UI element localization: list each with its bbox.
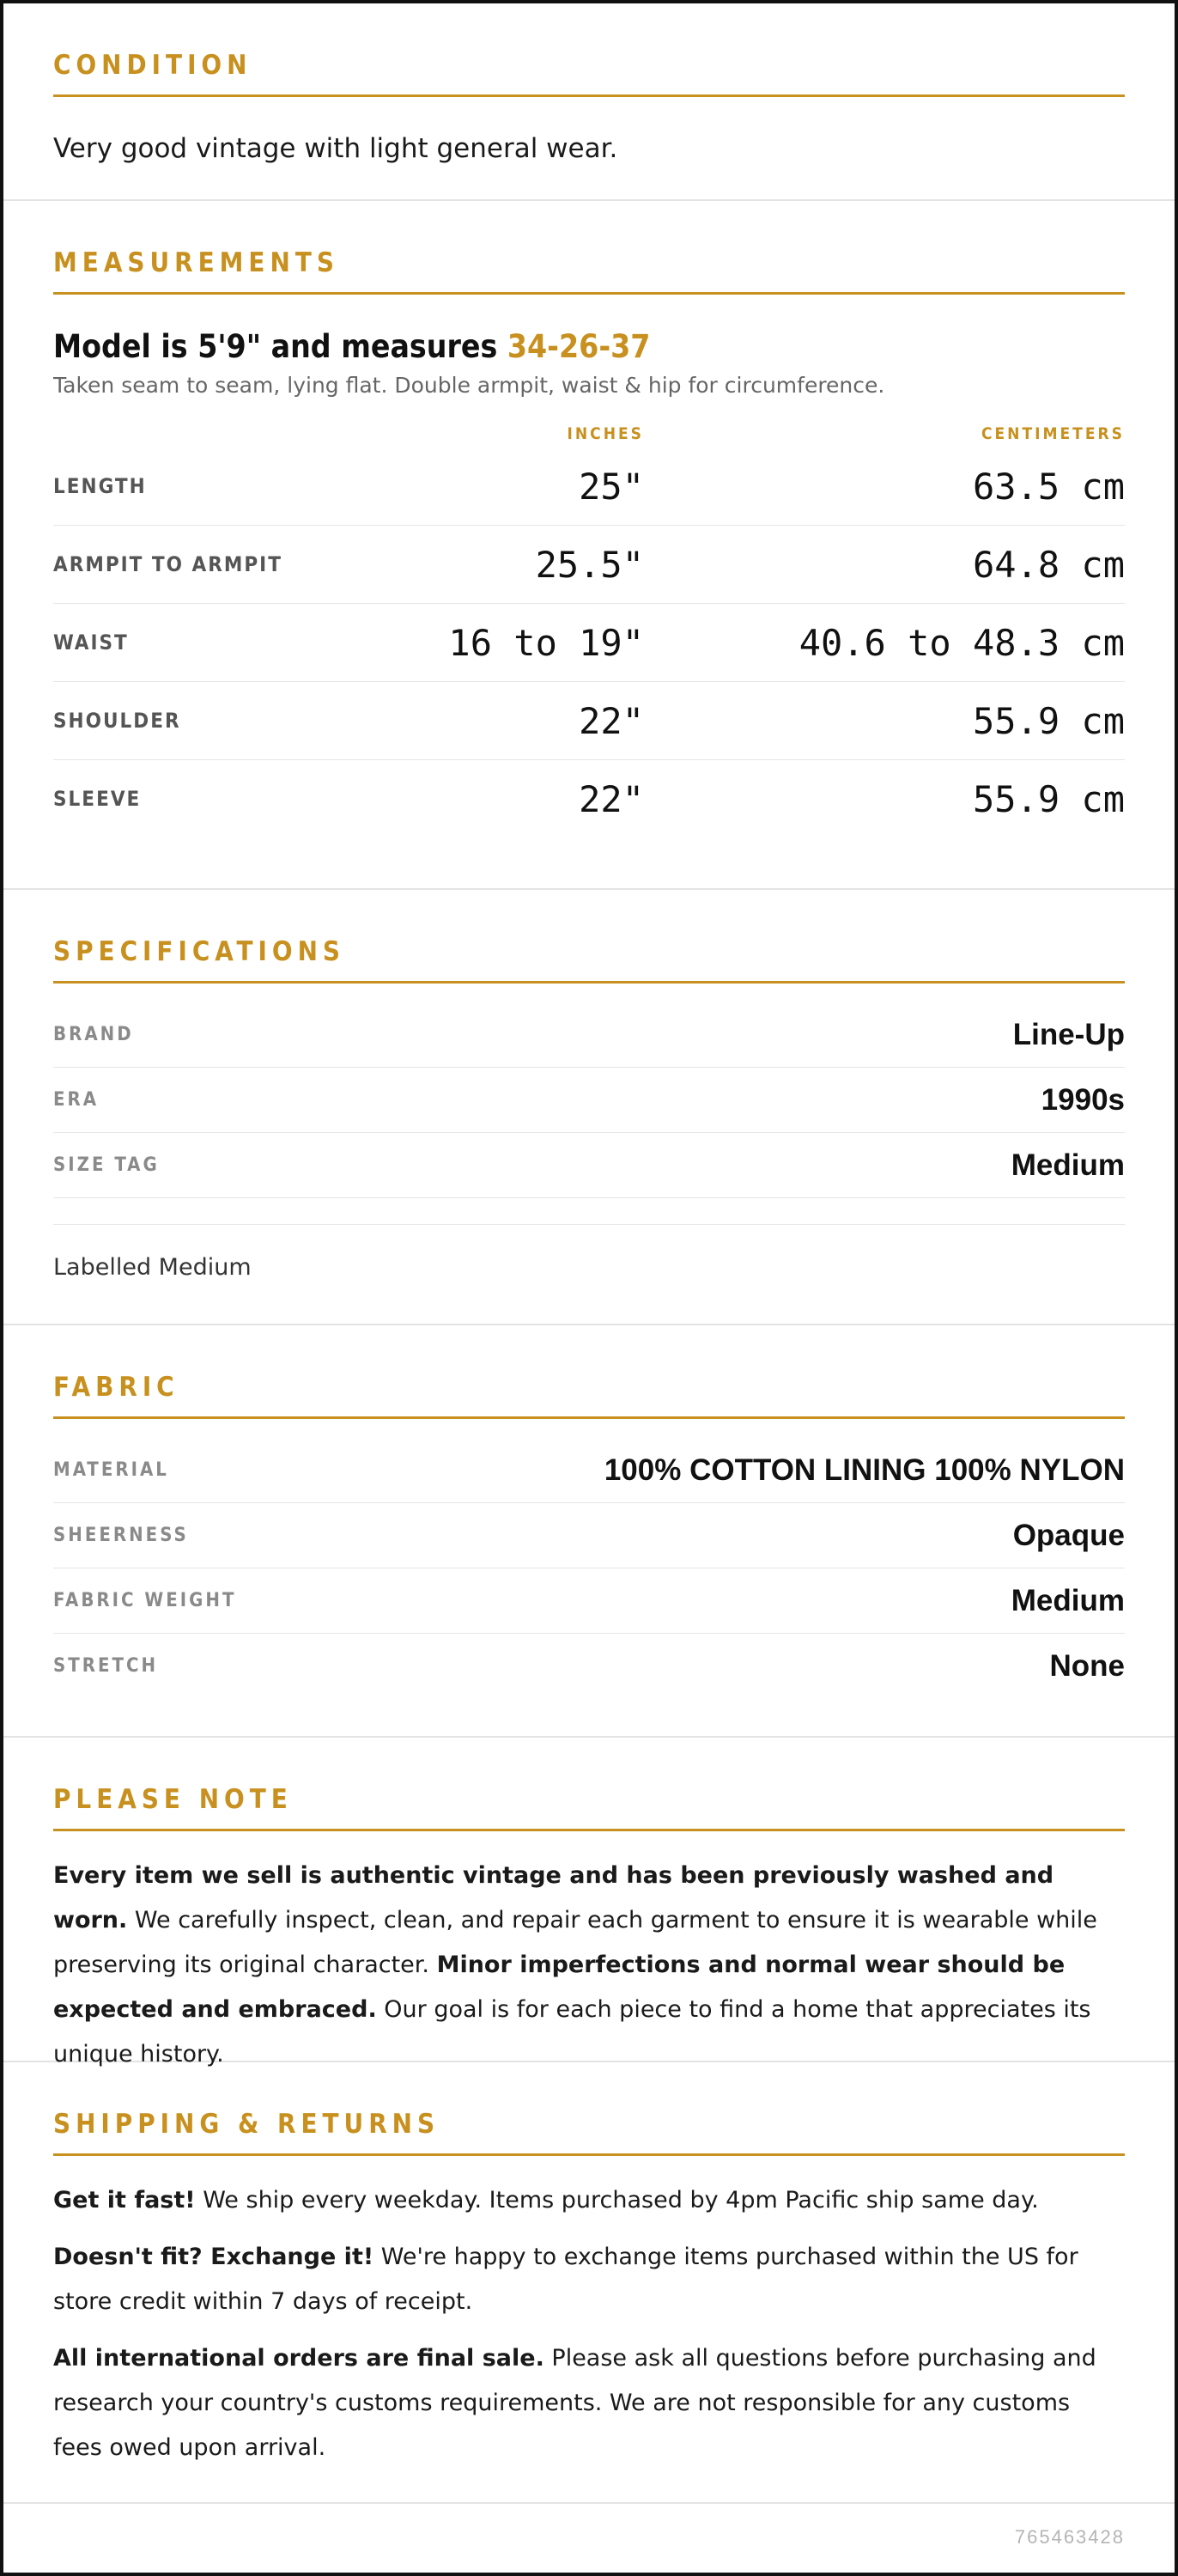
specifications-list [53, 1002, 1125, 1198]
spec-value: Line-Up [1012, 1017, 1125, 1051]
model-headline-prefix: Model is 5'9" and measures [53, 328, 507, 365]
measurement-inches: 16 to 19" [352, 604, 644, 682]
shipping-text-1: We ship every weekday. Items purchased by 4pm Pacific ship same day. [195, 2187, 1039, 2214]
specifications-title: SPECIFICATIONS [53, 933, 1125, 984]
measurement-inches: 25.5" [352, 526, 644, 604]
shipping-paragraph-2 [53, 2235, 1125, 2324]
fabric-value: 100% COTTON LINING 100% NYLON [604, 1452, 1125, 1487]
measurement-cm: 63.5 cm [644, 448, 1125, 526]
list-item [53, 1438, 1125, 1503]
please-note-bold-1: Every item we sell is authentic vintage and has been previously washed and worn. [53, 1862, 1054, 1934]
shipping-bold-1: Get it fast! [53, 2187, 196, 2214]
shipping-returns-title: SHIPPING & RETURNS [53, 2105, 1125, 2156]
list-item [53, 1133, 1125, 1198]
fabric-value: Opaque [1012, 1518, 1125, 1552]
shipping-text-2: We're happy to exchange items purchased within the US for store credit within 7 days of receipt. [53, 2244, 1078, 2315]
table-row [53, 526, 1125, 604]
fabric-value: Medium [1011, 1583, 1125, 1617]
measurements-section [3, 201, 1175, 890]
table-row [53, 760, 1125, 838]
product-id: 765463428 [1014, 2526, 1125, 2548]
spec-value: Medium [1011, 1148, 1125, 1182]
fabric-section [3, 1325, 1175, 1738]
shipping-text-3: Please ask all questions before purchasing and research your country's customs requirements. We are not responsible for any customs fees owed upon arrival. [53, 2345, 1096, 2461]
model-headline [53, 326, 1125, 368]
please-note-title: PLEASE NOTE [53, 1781, 1125, 1831]
label-column-header [53, 420, 352, 448]
measurements-header-row [53, 420, 1125, 448]
shipping-paragraph-1 [53, 2178, 1125, 2223]
shipping-bold-3: All international orders are final sale. [53, 2345, 544, 2372]
please-note-paragraph [53, 1854, 1125, 2077]
fabric-title: FABRIC [53, 1368, 1125, 1419]
please-note-bold-2: Minor imperfections and normal wear should be expected and embraced. [53, 1952, 1066, 2023]
fabric-label: FABRIC WEIGHT [53, 1590, 237, 1611]
list-item [53, 1068, 1125, 1133]
please-note-text-2: Our goal is for each piece to find a home that appreciates its unique history. [53, 1996, 1091, 2067]
list-item [53, 1002, 1125, 1068]
measurements-table [53, 420, 1125, 837]
centimeters-column-header: CENTIMETERS [981, 424, 1125, 443]
measurement-label: LENGTH [53, 448, 352, 526]
measurement-label: SLEEVE [53, 787, 142, 811]
table-row [53, 604, 1125, 682]
measurement-label: WAIST [53, 604, 352, 682]
measurement-cm: 55.9 cm [644, 682, 1125, 760]
fabric-label: SHEERNESS [53, 1525, 189, 1546]
measurement-cm: 40.6 to 48.3 cm [644, 604, 1125, 682]
please-note-text-1: We carefully inspect, clean, and repair each garment to ensure it is wearable while preserving its original character. [53, 1907, 1097, 1978]
fabric-list [53, 1438, 1125, 1698]
shipping-paragraph-3 [53, 2336, 1125, 2470]
spec-label: SIZE TAG [53, 1154, 160, 1176]
spec-value: 1990s [1041, 1082, 1125, 1117]
condition-text: Very good vintage with light general wear. [53, 133, 618, 164]
please-note-section [3, 1738, 1175, 2067]
model-measurements-accent: 34-26-37 [507, 328, 651, 365]
list-item [53, 1634, 1125, 1698]
size-note: Labelled Medium [53, 1224, 1125, 1285]
condition-section [3, 3, 1175, 201]
list-item [53, 1503, 1125, 1568]
specifications-section [3, 890, 1175, 1325]
measurement-label: ARMPIT TO ARMPIT [53, 526, 352, 604]
table-row [53, 682, 1125, 760]
shipping-returns-section [3, 2062, 1175, 2504]
fabric-value: None [1049, 1648, 1125, 1683]
measurements-subtext: Taken seam to seam, lying flat. Double armpit, waist & hip for circumference. [53, 373, 885, 398]
list-item [53, 1568, 1125, 1634]
measurement-inches: 22" [352, 682, 644, 760]
spec-label: ERA [53, 1089, 100, 1111]
inches-column-header: INCHES [567, 424, 644, 443]
measurement-cm: 64.8 cm [644, 526, 1125, 604]
measurement-inches: 25" [352, 448, 644, 526]
condition-title: CONDITION [53, 46, 1125, 97]
fabric-label: MATERIAL [53, 1459, 169, 1481]
fabric-label: STRETCH [53, 1655, 159, 1677]
measurement-inches: 22" [579, 777, 644, 820]
measurement-label: SHOULDER [53, 682, 352, 760]
shipping-bold-2: Doesn't fit? Exchange it! [53, 2244, 374, 2270]
spec-label: BRAND [53, 1024, 134, 1045]
measurement-cm: 55.9 cm [972, 777, 1125, 820]
table-row [53, 448, 1125, 526]
measurements-title: MEASUREMENTS [53, 244, 1125, 295]
